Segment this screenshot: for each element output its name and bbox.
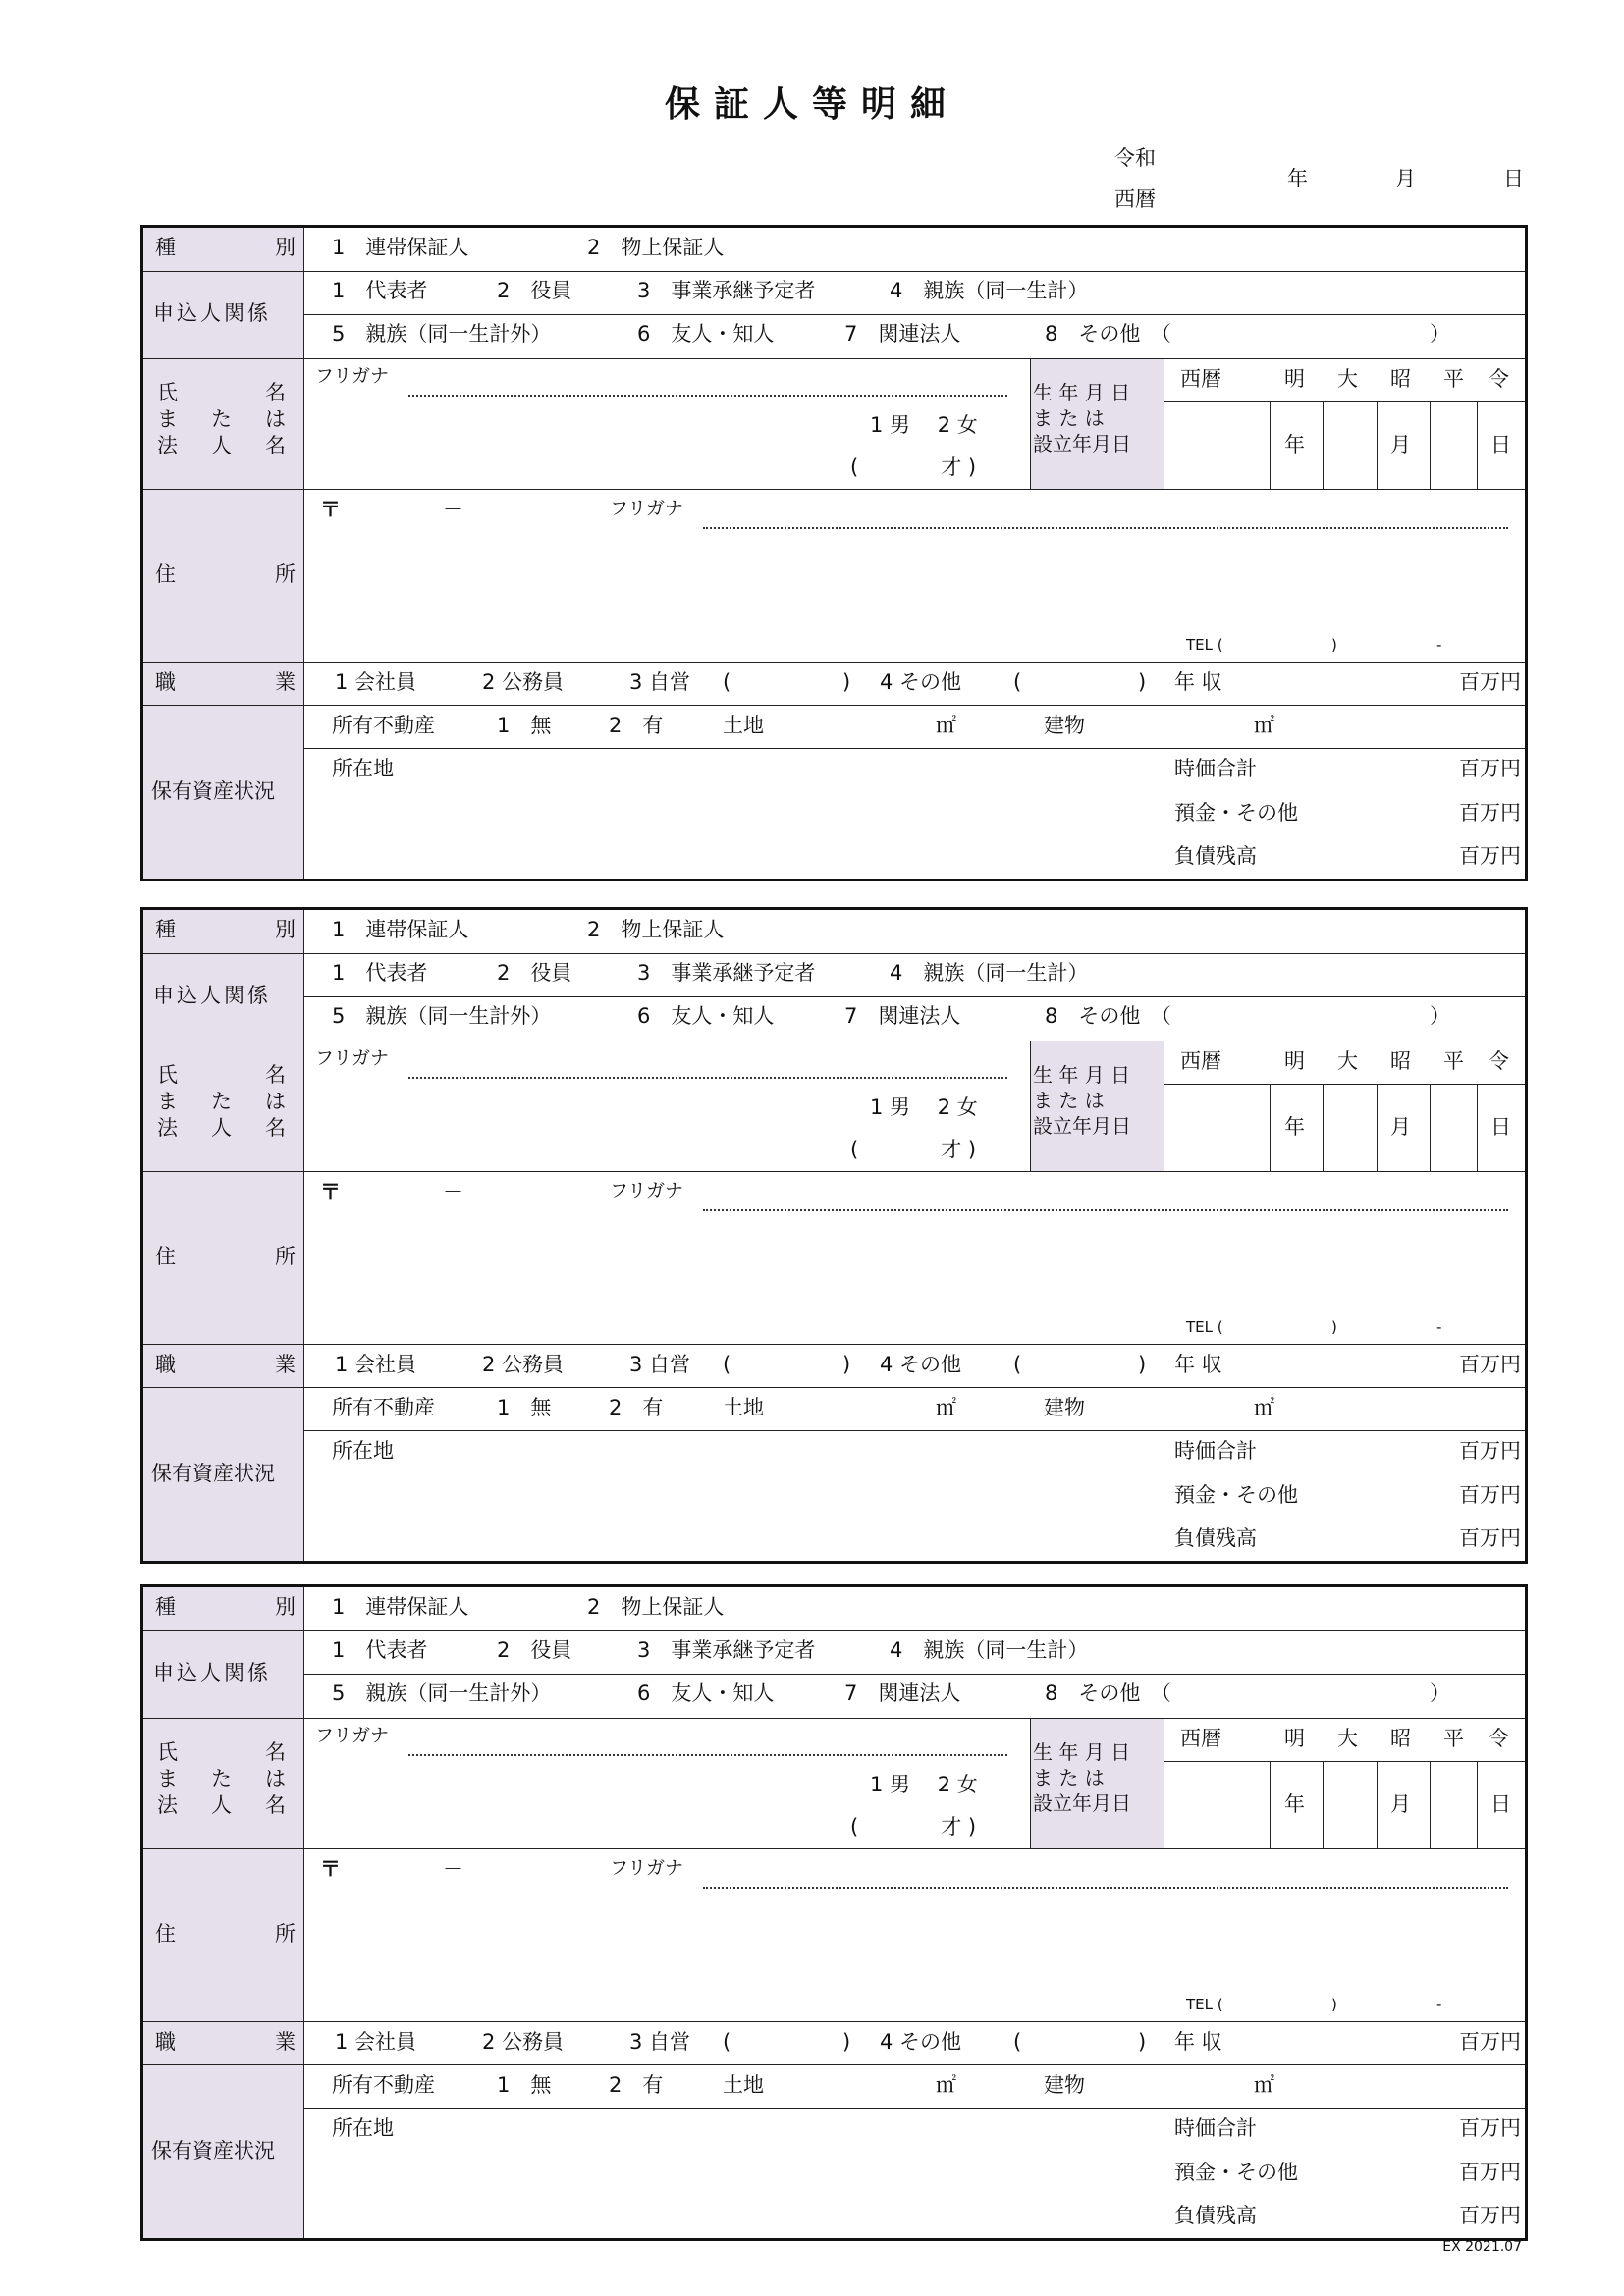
relation-option-8[interactable]: 8 その他 （ — [1045, 322, 1171, 346]
relation-option-3[interactable]: 3 事業承継予定者 — [637, 279, 816, 302]
name-label-char: ま — [157, 1090, 178, 1113]
era-option-western[interactable]: 西暦 — [1180, 1727, 1221, 1750]
job-self-close: ) — [842, 1353, 851, 1376]
name-label-char: 名 — [265, 1740, 286, 1764]
job-option-other[interactable]: 4 その他 — [880, 2030, 962, 2054]
relation-option-3[interactable]: 3 事業承継予定者 — [637, 961, 816, 985]
job-self-open: ( — [723, 670, 731, 694]
gender-options[interactable]: 1 男 2 女 — [870, 413, 978, 437]
building-label: 建物 — [1044, 2073, 1085, 2097]
location-label: 所在地 — [332, 757, 394, 780]
birth-year-label: 年 — [1284, 1115, 1305, 1139]
name-label-char: は — [265, 1090, 286, 1113]
name-label-char: は — [265, 407, 286, 431]
relation-other-close: ） — [1430, 1682, 1450, 1705]
market-value-unit: 百万円 — [1459, 2116, 1521, 2140]
name-label-char: た — [211, 407, 232, 431]
property-option-none[interactable]: 1 無 — [497, 2073, 552, 2097]
relation-option-7[interactable]: 7 関連法人 — [844, 1004, 961, 1028]
debt-label: 負債残高 — [1174, 1526, 1257, 1550]
address-label-2: 所 — [275, 1922, 296, 1946]
land-unit: ㎡ — [936, 2073, 956, 2097]
tel-dash: - — [1436, 1996, 1442, 2013]
era-option-western[interactable]: 西暦 — [1180, 367, 1221, 391]
name-label-char: は — [265, 1767, 286, 1790]
era-option-heisei[interactable]: 平 — [1443, 1049, 1464, 1073]
era-option-taisho[interactable]: 大 — [1337, 1049, 1358, 1073]
date-day-label: 日 — [1503, 167, 1524, 190]
job-option-civil[interactable]: 2 公務員 — [482, 2030, 565, 2054]
name-label-char: 人 — [211, 434, 232, 457]
birth-day-label: 日 — [1490, 1115, 1511, 1139]
property-label: 所有不動産 — [332, 714, 435, 737]
relation-option-2[interactable]: 2 役員 — [497, 1638, 572, 1662]
deposits-unit: 百万円 — [1459, 801, 1521, 825]
name-furigana-label: フリガナ — [315, 1725, 390, 1746]
name-label-char: 法 — [157, 1793, 178, 1817]
job-other-close: ) — [1138, 670, 1147, 694]
relation-option-2[interactable]: 2 役員 — [497, 961, 572, 985]
land-label: 土地 — [723, 1396, 764, 1419]
era-option-reiwa[interactable]: 令 — [1489, 1727, 1509, 1750]
deposits-label: 預金・その他 — [1174, 801, 1298, 825]
address-furigana-line[interactable] — [703, 1887, 1508, 1889]
era-option-heisei[interactable]: 平 — [1443, 1727, 1464, 1750]
age-field[interactable]: ( 才 ) — [850, 455, 977, 479]
location-label: 所在地 — [332, 2116, 394, 2140]
relation-option-5[interactable]: 5 親族（同一生計外） — [332, 1682, 552, 1705]
property-option-none[interactable]: 1 無 — [497, 1396, 552, 1419]
market-value-label: 時価合計 — [1174, 2116, 1257, 2140]
birth-label-2: ま た は — [1033, 1766, 1105, 1789]
job-option-civil[interactable]: 2 公務員 — [482, 1353, 565, 1376]
name-label-char: ま — [157, 407, 178, 431]
birth-label-2: ま た は — [1033, 406, 1105, 430]
job-self-open: ( — [723, 1353, 731, 1376]
property-option-none[interactable]: 1 無 — [497, 714, 552, 737]
address-furigana-label: フリガナ — [610, 1857, 684, 1879]
kind-option-joint[interactable]: 1 連帯保証人 — [332, 918, 469, 941]
job-option-employee[interactable]: 1 会社員 — [335, 670, 417, 694]
assets-label: 保有資産状況 — [151, 2139, 275, 2163]
relation-other-close: ） — [1430, 322, 1450, 346]
job-other-open: ( — [1013, 1353, 1022, 1376]
deposits-unit: 百万円 — [1459, 2161, 1521, 2184]
era-seireki: 西暦 — [1114, 187, 1156, 211]
address-label-1: 住 — [155, 1922, 176, 1946]
property-label: 所有不動産 — [332, 1396, 435, 1419]
birth-year-label: 年 — [1284, 433, 1305, 456]
tel-open[interactable]: TEL ( — [1186, 1318, 1223, 1336]
address-label-2: 所 — [275, 562, 296, 586]
building-label: 建物 — [1044, 714, 1085, 737]
job-option-employee[interactable]: 1 会社員 — [335, 1353, 417, 1376]
birth-month-label: 月 — [1390, 1792, 1411, 1816]
building-unit: ㎡ — [1254, 714, 1274, 737]
era-option-meiji[interactable]: 明 — [1284, 1727, 1305, 1750]
kind-option-collateral[interactable]: 2 物上保証人 — [587, 918, 725, 941]
tel-open[interactable]: TEL ( — [1186, 636, 1223, 654]
tel-close: ) — [1331, 1318, 1337, 1336]
birth-day-label: 日 — [1490, 433, 1511, 456]
property-option-yes[interactable]: 2 有 — [609, 1396, 664, 1419]
job-self-open: ( — [723, 2030, 731, 2054]
postal-dash[interactable]: － — [443, 1857, 463, 1881]
birth-label-3: 設立年月日 — [1033, 1114, 1131, 1138]
kind-label-1: 種 — [155, 1595, 176, 1619]
era-option-reiwa[interactable]: 令 — [1489, 367, 1509, 391]
job-label-1: 職 — [155, 1353, 176, 1376]
name-furigana-line[interactable] — [408, 1077, 1007, 1079]
relation-option-4[interactable]: 4 親族（同一生計） — [890, 279, 1089, 302]
birth-label-1: 生 年 月 日 — [1033, 381, 1131, 404]
market-value-label: 時価合計 — [1174, 1439, 1257, 1463]
kind-label-1: 種 — [155, 918, 176, 941]
debt-unit: 百万円 — [1459, 844, 1521, 868]
postal-mark: 〒 — [320, 1180, 341, 1203]
postal-mark: 〒 — [320, 498, 341, 521]
job-label-2: 業 — [275, 1353, 296, 1376]
building-unit: ㎡ — [1254, 2073, 1274, 2097]
property-option-yes[interactable]: 2 有 — [609, 714, 664, 737]
name-label-char: 氏 — [157, 1063, 178, 1087]
land-unit: ㎡ — [936, 714, 956, 737]
era-option-meiji[interactable]: 明 — [1284, 1049, 1305, 1073]
debt-label: 負債残高 — [1174, 2204, 1257, 2227]
era-option-reiwa[interactable]: 令 — [1489, 1049, 1509, 1073]
job-other-close: ) — [1138, 2030, 1147, 2054]
kind-option-collateral[interactable]: 2 物上保証人 — [587, 1595, 725, 1619]
job-self-close: ) — [842, 670, 851, 694]
guarantor-block — [140, 907, 1528, 1564]
job-label-1: 職 — [155, 2030, 176, 2054]
property-option-yes[interactable]: 2 有 — [609, 2073, 664, 2097]
building-label: 建物 — [1044, 1396, 1085, 1419]
market-value-unit: 百万円 — [1459, 1439, 1521, 1463]
relation-option-1[interactable]: 1 代表者 — [332, 1638, 428, 1662]
kind-option-joint[interactable]: 1 連帯保証人 — [332, 1595, 469, 1619]
job-option-other[interactable]: 4 その他 — [880, 1353, 962, 1376]
name-label-char: た — [211, 1090, 232, 1113]
name-furigana-line[interactable] — [408, 395, 1007, 397]
job-option-self[interactable]: 3 自営 — [629, 1353, 691, 1376]
job-other-open: ( — [1013, 670, 1022, 694]
building-unit: ㎡ — [1254, 1396, 1274, 1419]
name-label-char: 氏 — [157, 1740, 178, 1764]
relation-option-6[interactable]: 6 友人・知人 — [637, 1682, 775, 1705]
income-label: 年 収 — [1174, 1353, 1222, 1376]
name-label-char: ま — [157, 1767, 178, 1790]
era-option-taisho[interactable]: 大 — [1337, 1727, 1358, 1750]
relation-label: 申込人関係 — [153, 1661, 271, 1684]
deposits-unit: 百万円 — [1459, 1483, 1521, 1507]
name-label-char: 名 — [265, 1116, 286, 1140]
guarantor-block — [140, 225, 1528, 881]
income-label: 年 収 — [1174, 2030, 1222, 2054]
debt-unit: 百万円 — [1459, 1526, 1521, 1550]
name-label-char: 人 — [211, 1116, 232, 1140]
name-furigana-label: フリガナ — [315, 1047, 390, 1069]
age-field[interactable]: ( 才 ) — [850, 1138, 977, 1161]
era-option-meiji[interactable]: 明 — [1284, 367, 1305, 391]
job-other-close: ) — [1138, 1353, 1147, 1376]
job-label-2: 業 — [275, 670, 296, 694]
era-reiwa: 令和 — [1114, 146, 1156, 170]
tel-dash: - — [1436, 636, 1442, 654]
job-other-open: ( — [1013, 2030, 1022, 2054]
era-option-heisei[interactable]: 平 — [1443, 367, 1464, 391]
job-option-employee[interactable]: 1 会社員 — [335, 2030, 417, 2054]
birth-label-3: 設立年月日 — [1033, 432, 1131, 455]
address-label-1: 住 — [155, 1245, 176, 1268]
relation-option-7[interactable]: 7 関連法人 — [844, 1682, 961, 1705]
relation-other-close: ） — [1430, 1004, 1450, 1028]
deposits-label: 預金・その他 — [1174, 1483, 1298, 1507]
kind-option-joint[interactable]: 1 連帯保証人 — [332, 236, 469, 259]
birth-label-1: 生 年 月 日 — [1033, 1063, 1131, 1087]
birth-label-1: 生 年 月 日 — [1033, 1740, 1131, 1764]
kind-label-2: 別 — [275, 1595, 296, 1619]
name-label-char: 人 — [211, 1793, 232, 1817]
location-label: 所在地 — [332, 1439, 394, 1463]
relation-option-5[interactable]: 5 親族（同一生計外） — [332, 1004, 552, 1028]
postal-mark: 〒 — [320, 1857, 341, 1881]
address-furigana-label: フリガナ — [610, 1180, 684, 1201]
era-option-western[interactable]: 西暦 — [1180, 1049, 1221, 1073]
name-label-char: 氏 — [157, 381, 178, 404]
birth-label-2: ま た は — [1033, 1089, 1105, 1112]
land-label: 土地 — [723, 2073, 764, 2097]
name-label-char: 法 — [157, 1116, 178, 1140]
postal-dash[interactable]: － — [443, 498, 463, 521]
job-option-self[interactable]: 3 自営 — [629, 670, 691, 694]
era-option-showa[interactable]: 昭 — [1390, 367, 1411, 391]
name-label-char: 名 — [265, 1793, 286, 1817]
income-label: 年 収 — [1174, 670, 1222, 694]
address-furigana-label: フリガナ — [610, 498, 684, 519]
postal-dash[interactable]: － — [443, 1180, 463, 1203]
name-furigana-label: フリガナ — [315, 365, 390, 387]
job-self-close: ) — [842, 2030, 851, 2054]
name-label-char: 名 — [265, 1063, 286, 1087]
assets-label: 保有資産状況 — [151, 1462, 275, 1485]
relation-option-4[interactable]: 4 親族（同一生計） — [890, 961, 1089, 985]
name-label-char: 名 — [265, 381, 286, 404]
name-label-char: 法 — [157, 434, 178, 457]
job-option-other[interactable]: 4 その他 — [880, 670, 962, 694]
kind-label-2: 別 — [275, 918, 296, 941]
job-label-2: 業 — [275, 2030, 296, 2054]
name-label-char: 名 — [265, 434, 286, 457]
relation-option-7[interactable]: 7 関連法人 — [844, 322, 961, 346]
relation-option-8[interactable]: 8 その他 （ — [1045, 1682, 1171, 1705]
birth-month-label: 月 — [1390, 1115, 1411, 1139]
gender-options[interactable]: 1 男 2 女 — [870, 1773, 978, 1796]
age-field[interactable]: ( 才 ) — [850, 1815, 977, 1839]
relation-label: 申込人関係 — [153, 984, 271, 1007]
income-unit: 百万円 — [1459, 670, 1521, 694]
tel-close: ) — [1331, 1996, 1337, 2013]
guarantor-block — [140, 1584, 1528, 2241]
relation-option-8[interactable]: 8 その他 （ — [1045, 1004, 1171, 1028]
job-option-self[interactable]: 3 自営 — [629, 2030, 691, 2054]
relation-option-3[interactable]: 3 事業承継予定者 — [637, 1638, 816, 1662]
birth-month-label: 月 — [1390, 433, 1411, 456]
market-value-label: 時価合計 — [1174, 757, 1257, 780]
relation-option-1[interactable]: 1 代表者 — [332, 961, 428, 985]
kind-option-collateral[interactable]: 2 物上保証人 — [587, 236, 725, 259]
relation-option-5[interactable]: 5 親族（同一生計外） — [332, 322, 552, 346]
name-furigana-line[interactable] — [408, 1754, 1007, 1756]
tel-dash: - — [1436, 1318, 1442, 1336]
job-option-civil[interactable]: 2 公務員 — [482, 670, 565, 694]
relation-option-6[interactable]: 6 友人・知人 — [637, 1004, 775, 1028]
job-label-1: 職 — [155, 670, 176, 694]
relation-option-6[interactable]: 6 友人・知人 — [637, 322, 775, 346]
tel-open[interactable]: TEL ( — [1186, 1996, 1223, 2013]
relation-option-1[interactable]: 1 代表者 — [332, 279, 428, 302]
assets-label: 保有資産状況 — [151, 779, 275, 803]
land-unit: ㎡ — [936, 1396, 956, 1419]
birth-day-label: 日 — [1490, 1792, 1511, 1816]
tel-close: ) — [1331, 636, 1337, 654]
debt-label: 負債残高 — [1174, 844, 1257, 868]
market-value-unit: 百万円 — [1459, 757, 1521, 780]
property-label: 所有不動産 — [332, 2073, 435, 2097]
address-label-1: 住 — [155, 562, 176, 586]
date-year-label: 年 — [1287, 167, 1308, 190]
date-month-label: 月 — [1395, 167, 1416, 190]
kind-label-2: 別 — [275, 236, 296, 259]
relation-option-2[interactable]: 2 役員 — [497, 279, 572, 302]
deposits-label: 預金・その他 — [1174, 2161, 1298, 2184]
income-unit: 百万円 — [1459, 1353, 1521, 1376]
debt-unit: 百万円 — [1459, 2204, 1521, 2227]
gender-options[interactable]: 1 男 2 女 — [870, 1095, 978, 1119]
land-label: 土地 — [723, 714, 764, 737]
relation-label: 申込人関係 — [153, 301, 271, 325]
birth-label-3: 設立年月日 — [1033, 1791, 1131, 1815]
address-furigana-line[interactable] — [703, 1209, 1508, 1211]
relation-option-4[interactable]: 4 親族（同一生計） — [890, 1638, 1089, 1662]
address-label-2: 所 — [275, 1245, 296, 1268]
era-option-showa[interactable]: 昭 — [1390, 1049, 1411, 1073]
page-title: 保証人等明細 — [664, 84, 959, 125]
birth-year-label: 年 — [1284, 1792, 1305, 1816]
era-option-taisho[interactable]: 大 — [1337, 367, 1358, 391]
era-option-showa[interactable]: 昭 — [1390, 1727, 1411, 1750]
kind-label-1: 種 — [155, 236, 176, 259]
income-unit: 百万円 — [1459, 2030, 1521, 2054]
form-code: EX 2021.07 — [1442, 2239, 1522, 2255]
name-label-char: た — [211, 1767, 232, 1790]
address-furigana-line[interactable] — [703, 527, 1508, 529]
